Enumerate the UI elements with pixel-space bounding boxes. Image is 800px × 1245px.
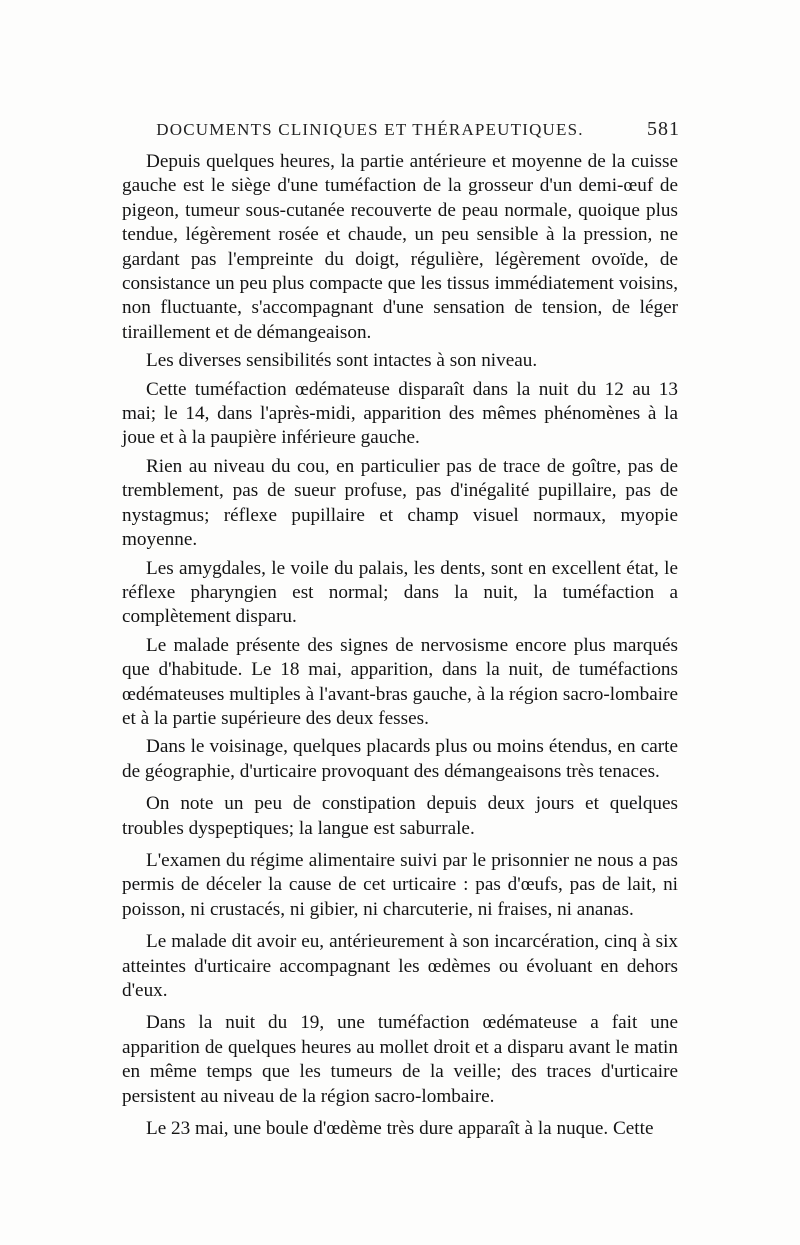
- paragraph: L'examen du régime alimentaire suivi par le prisonnier ne nous a pas permis de déceler la cause de cet urticaire : pas d'œufs, pas de lait, ni poisson, ni crustacés, ni gibier, ni charcuterie, ni fraises, ni ananas.: [122, 849, 678, 920]
- paragraph: Les amygdales, le voile du palais, les dents, sont en excellent état, le réflexe pharyngien est normal; dans la nuit, la tuméfaction a complètement disparu.: [122, 557, 678, 628]
- paragraph: Le malade présente des signes de nervosisme encore plus marqués que d'habitude. Le 18 mai, apparition, dans la nuit, de tuméfactions œdémateuses multiples à l'avant-bras gauche, à la région sacro-lombaire et à la partie supérieure des deux fesses.: [122, 634, 678, 729]
- paragraph: Cette tuméfaction œdémateuse disparaît dans la nuit du 12 au 13 mai; le 14, dans l'après-midi, apparition des mêmes phénomènes à la joue et à la paupière inférieure gauche.: [122, 378, 678, 449]
- running-head: [120, 118, 680, 146]
- paragraph: Dans la nuit du 19, une tuméfaction œdémateuse a fait une apparition de quelques heures au mollet droit et a disparu avant le matin en même temps que les tumeurs de la veille; des traces d'urticaire persistent au niveau de la région sacro-lombaire.: [122, 1012, 678, 1107]
- paragraph: Rien au niveau du cou, en particulier pas de trace de goître, pas de tremblement, pas de sueur profuse, pas d'inégalité pupillaire, pas de nystagmus; réflexe pupillaire et champ visuel normaux, myopie moyenne.: [122, 455, 678, 551]
- running-title: DOCUMENTS CLINIQUES ET THÉRAPEUTIQUES.: [156, 120, 584, 139]
- paragraph: On note un peu de constipation depuis deux jours et quelques troubles dyspeptiques; la langue est saburrale.: [122, 793, 678, 839]
- paragraph: Le 23 mai, une boule d'œdème très dure apparaît à la nuque. Cette: [146, 1118, 654, 1140]
- page-number: 581: [647, 118, 680, 140]
- paragraph: Depuis quelques heures, la partie antérieure et moyenne de la cuisse gauche est le siège d'une tuméfaction de la grosseur d'un demi-œuf de pigeon, tumeur sous-cutanée recouverte de peau normale, quoique plus tendue, légèrement rosée et chaude, un peu sensible à la pression, ne gardant pas l'empreinte du doigt, régulière, légèrement ovoïde, de consistance un peu plus compacte que les tissus immédiatement voisins, non fluctuante, s'accompagnant d'une sensation de tension, de léger tiraillement et de démangeaison.: [122, 151, 678, 343]
- paragraph: Le malade dit avoir eu, antérieurement à son incarcération, cinq à six atteintes d'urticaire accompagnant les œdèmes ou évoluant en dehors d'eux.: [122, 931, 678, 1001]
- paragraph: Les diverses sensibilités sont intactes à son niveau.: [146, 350, 538, 372]
- body-text: [122, 150, 678, 1145]
- paragraph: Dans le voisinage, quelques placards plus ou moins étendus, en carte de géographie, d'urticaire provoquant des démangeaisons très tenaces.: [122, 736, 678, 782]
